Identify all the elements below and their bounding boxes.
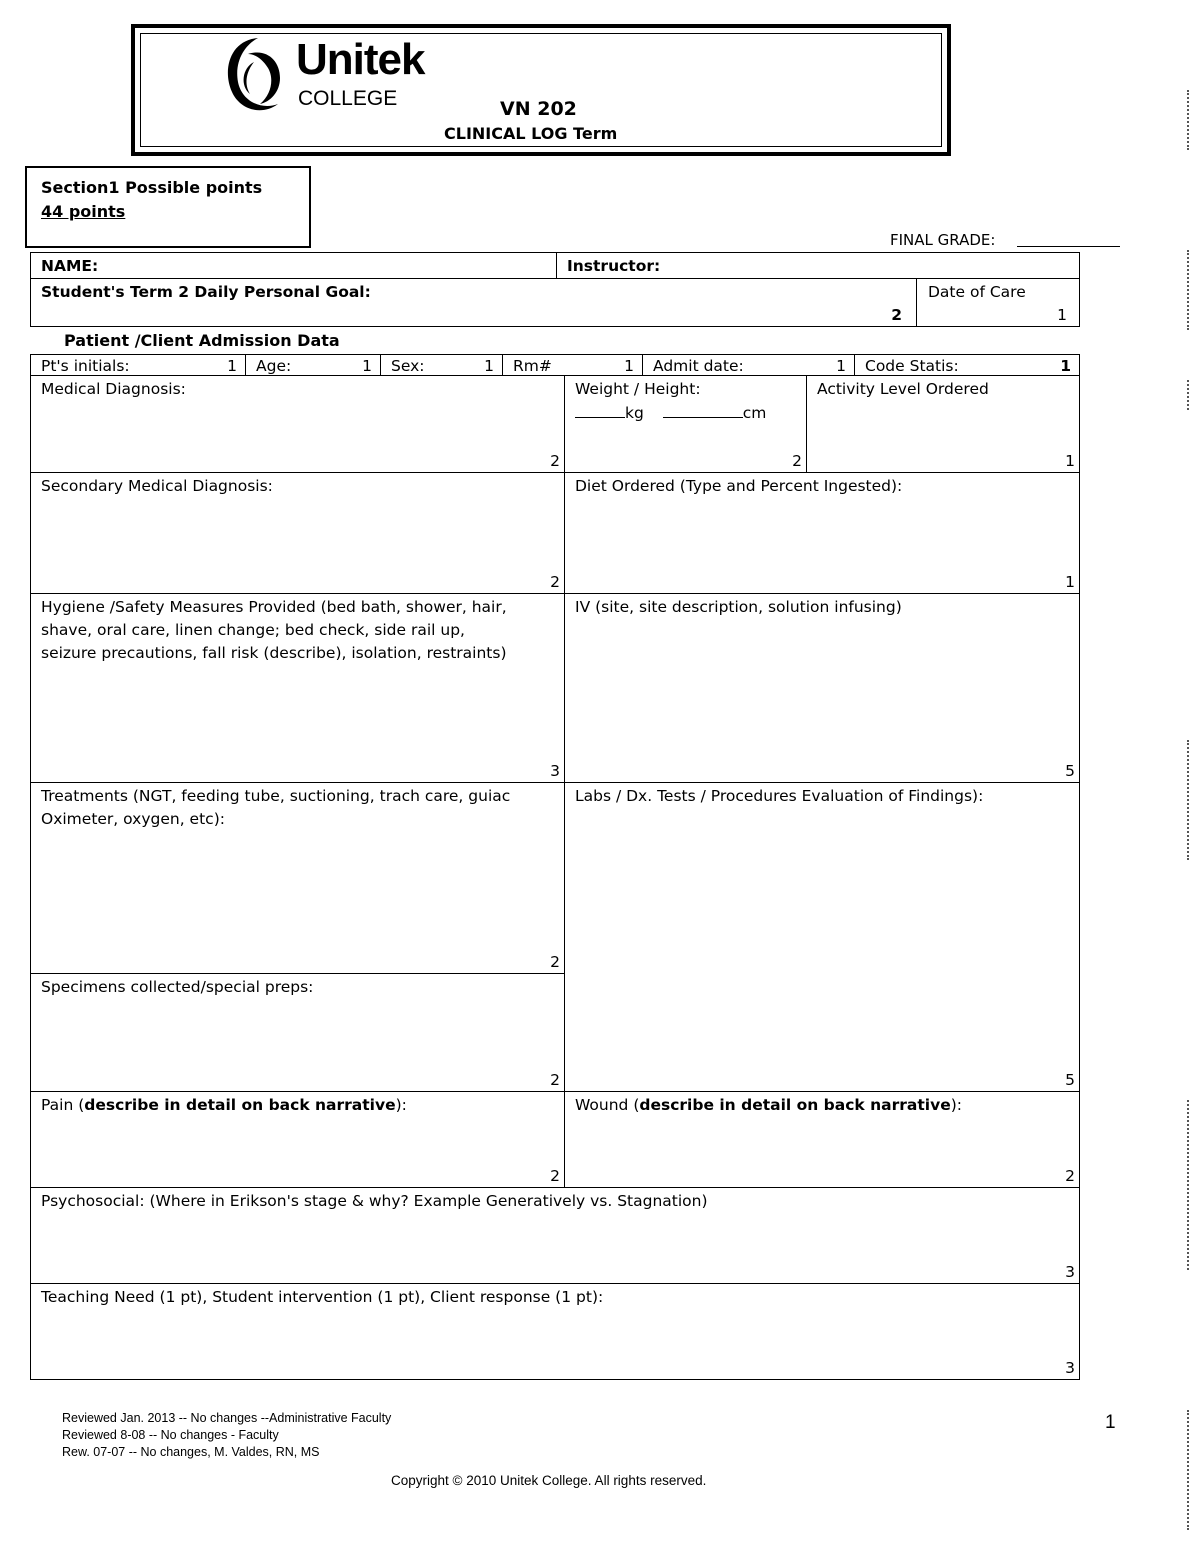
cm-unit: cm: [742, 404, 767, 422]
pain-points: 2: [550, 1167, 560, 1185]
activity-level-field[interactable]: [806, 375, 1080, 473]
wound-suffix: ):: [950, 1096, 962, 1114]
admit-date-label: Admit date:: [653, 357, 744, 375]
treatments-line-1: Treatments (NGT, feeding tube, suctioning, trach care, guiac: [41, 787, 511, 805]
treatments-points: 2: [550, 953, 560, 971]
sex-field[interactable]: [380, 354, 503, 376]
secondary-diagnosis-field[interactable]: [30, 472, 565, 594]
review-line-1: Reviewed Jan. 2013 -- No changes --Administrative Faculty: [62, 1411, 392, 1425]
date-of-care-points: 1: [1057, 306, 1067, 324]
wound-instruction: describe in detail on back narrative: [639, 1096, 951, 1114]
hygiene-safety-field[interactable]: [30, 593, 565, 783]
logo-name: Unitek: [296, 35, 425, 84]
name-field[interactable]: [30, 252, 557, 279]
labs-field[interactable]: [564, 782, 1080, 1092]
specimens-field[interactable]: [30, 973, 565, 1092]
review-notes: [62, 1410, 391, 1461]
treatments-field[interactable]: [30, 782, 565, 974]
date-of-care-label: Date of Care: [928, 283, 1026, 301]
iv-label: IV (site, site description, solution infusing): [575, 598, 902, 616]
admission-title: Patient /Client Admission Data: [64, 331, 340, 350]
copyright: Copyright © 2010 Unitek College. All rights reserved.: [391, 1473, 707, 1488]
pt-initials-field[interactable]: [30, 354, 246, 376]
page-number: 1: [1105, 1412, 1116, 1433]
age-points: 1: [362, 357, 372, 375]
code-status-label: Code Statis:: [865, 357, 959, 375]
code-status-points: 1: [1060, 357, 1071, 375]
name-label: NAME:: [41, 257, 99, 275]
code-status-field[interactable]: [854, 354, 1080, 376]
labs-label: Labs / Dx. Tests / Procedures Evaluation of Findings):: [575, 787, 984, 805]
pt-initials-label: Pt's initials:: [41, 357, 130, 375]
review-line-3: Rew. 07-07 -- No changes, M. Valdes, RN, MS: [62, 1445, 320, 1459]
diet-field[interactable]: [564, 472, 1080, 594]
scan-edge-mark: [1187, 740, 1189, 860]
instructor-label: Instructor:: [567, 257, 661, 275]
weight-height-label: Weight / Height:: [575, 380, 701, 398]
teaching-points: 3: [1065, 1359, 1075, 1377]
instructor-field[interactable]: [556, 252, 1080, 279]
date-of-care-field[interactable]: [916, 278, 1080, 327]
psychosocial-points: 3: [1065, 1263, 1075, 1281]
scan-edge-mark: [1187, 1100, 1189, 1270]
section-points: 44 points: [41, 202, 126, 221]
scan-edge-mark: [1187, 250, 1189, 330]
room-field[interactable]: [502, 354, 643, 376]
wound-prefix: Wound (: [575, 1096, 640, 1114]
activity-level-points: 1: [1065, 452, 1075, 470]
wound-field[interactable]: [564, 1091, 1080, 1188]
medical-diagnosis-points: 2: [550, 452, 560, 470]
psychosocial-label: Psychosocial: (Where in Erikson's stage & why? Example Generatively vs. Stagnation): [41, 1192, 708, 1210]
specimens-label: Specimens collected/special preps:: [41, 978, 314, 996]
scan-edge-mark: [1187, 90, 1189, 150]
room-label: Rm#: [513, 357, 552, 375]
weight-height-field[interactable]: [564, 375, 807, 473]
log-title: CLINICAL LOG Term: [444, 124, 618, 143]
weight-input[interactable]: [575, 403, 625, 418]
hygiene-line-3: seizure precautions, fall risk (describe), isolation, restraints): [41, 644, 507, 662]
admit-date-field[interactable]: [642, 354, 855, 376]
age-label: Age:: [256, 357, 292, 375]
kg-unit: kg: [625, 404, 644, 422]
course-code: VN 202: [500, 98, 577, 120]
diet-label: Diet Ordered (Type and Percent Ingested):: [575, 477, 903, 495]
diet-points: 1: [1065, 573, 1075, 591]
iv-points: 5: [1065, 762, 1075, 780]
medical-diagnosis-label: Medical Diagnosis:: [41, 380, 186, 398]
pain-instruction: describe in detail on back narrative: [84, 1096, 396, 1114]
secondary-diagnosis-label: Secondary Medical Diagnosis:: [41, 477, 273, 495]
pt-initials-points: 1: [227, 357, 237, 375]
wound-points: 2: [1065, 1167, 1075, 1185]
hygiene-points: 3: [550, 762, 560, 780]
teaching-field[interactable]: [30, 1283, 1080, 1380]
age-field[interactable]: [245, 354, 381, 376]
height-input[interactable]: [663, 403, 743, 418]
unitek-logo-icon: [218, 30, 290, 120]
weight-height-points: 2: [792, 452, 802, 470]
scan-edge-mark: [1187, 380, 1189, 410]
weight-height-inputs: [575, 402, 796, 425]
personal-goal-points: 2: [891, 306, 902, 324]
final-grade-field[interactable]: [1017, 246, 1120, 247]
specimens-points: 2: [550, 1071, 560, 1089]
teaching-label: Teaching Need (1 pt), Student intervention (1 pt), Client response (1 pt):: [41, 1288, 604, 1306]
activity-level-label: Activity Level Ordered: [817, 380, 989, 398]
hygiene-line-1: Hygiene /Safety Measures Provided (bed bath, shower, hair,: [41, 598, 507, 616]
labs-points: 5: [1065, 1071, 1075, 1089]
personal-goal-field[interactable]: [30, 278, 917, 327]
iv-field[interactable]: [564, 593, 1080, 783]
pain-field[interactable]: [30, 1091, 565, 1188]
scan-edge-mark: [1187, 1410, 1189, 1530]
section-points-box: [25, 166, 311, 248]
sex-label: Sex:: [391, 357, 425, 375]
medical-diagnosis-field[interactable]: [30, 375, 565, 473]
admit-date-points: 1: [836, 357, 846, 375]
room-points: 1: [624, 357, 634, 375]
section-title: Section1 Possible points: [41, 178, 263, 197]
personal-goal-label: Student's Term 2 Daily Personal Goal:: [41, 283, 371, 301]
final-grade-label: FINAL GRADE:: [890, 231, 996, 249]
hygiene-line-2: shave, oral care, linen change; bed check, side rail up,: [41, 621, 465, 639]
secondary-diagnosis-points: 2: [550, 573, 560, 591]
review-line-2: Reviewed 8-08 -- No changes - Faculty: [62, 1428, 279, 1442]
sex-points: 1: [484, 357, 494, 375]
pain-suffix: ):: [395, 1096, 407, 1114]
psychosocial-field[interactable]: [30, 1187, 1080, 1284]
logo-subtitle: COLLEGE: [298, 87, 398, 110]
pain-prefix: Pain (: [41, 1096, 85, 1114]
treatments-line-2: Oximeter, oxygen, etc):: [41, 810, 225, 828]
